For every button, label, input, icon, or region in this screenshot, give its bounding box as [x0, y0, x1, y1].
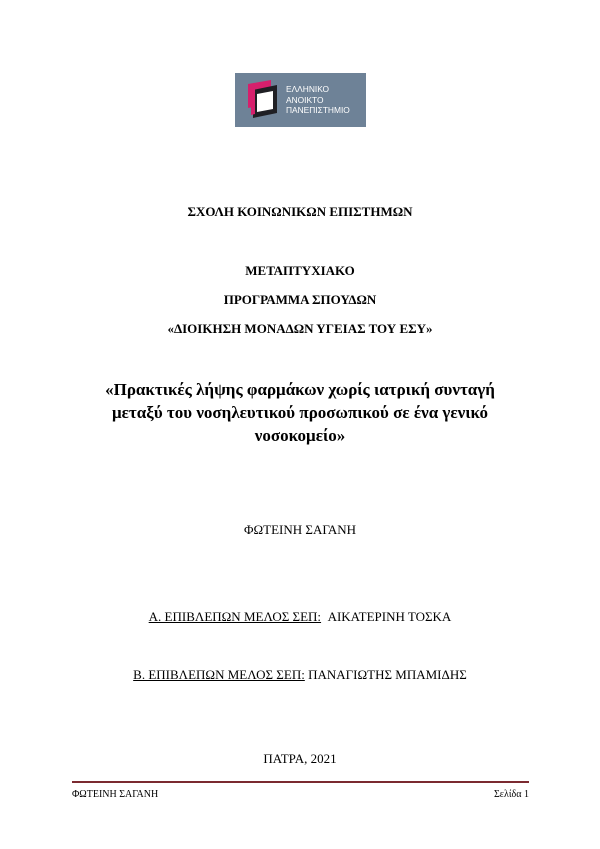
- program-line-2: ΠΡΟΓΡΑΜΜΑ ΣΠΟΥΔΩΝ: [223, 292, 377, 307]
- logo-line-3: ΠΑΝΕΠΙΣΤΗΜΙΟ: [286, 105, 350, 115]
- school-name: ΣΧΟΛΗ ΚΟΙΝΩΝΙΚΩΝ ΕΠΙΣΤΗΜΩΝ: [187, 204, 413, 219]
- supervisor-a-label: Α. ΕΠΙΒΛΕΠΩΝ ΜΕΛΟΣ ΣΕΠ:: [148, 609, 322, 624]
- supervisor-a: [0, 609, 600, 625]
- logo-line-1: ΕΛΛΗΝΙΚΟ: [286, 84, 330, 94]
- author-name: ΦΩΤΕΙΝΗ ΣΑΓΑΝΗ: [243, 522, 357, 537]
- thesis-title-line-2: μεταξύ του νοσηλευτικού προσωπικού σε ένα γενικό: [112, 403, 488, 422]
- supervisor-b-label: Β. ΕΠΙΒΛΕΠΩΝ ΜΕΛΟΣ ΣΕΠ:: [133, 667, 305, 682]
- supervisor-a-name: ΑΙΚΑΤΕΡΙΝΗ ΤΟΣΚΑ: [327, 609, 452, 624]
- supervisor-b: [0, 667, 600, 683]
- university-logo: [235, 73, 366, 127]
- footer-author: ΦΩΤΕΙΝΗ ΣΑΓΑΝΗ: [72, 789, 159, 800]
- logo-text: [286, 84, 350, 116]
- open-book-logo-icon: [247, 80, 283, 120]
- program-line-3: «ΔΙΟΙΚΗΣΗ ΜΟΝΑΔΩΝ ΥΓΕΙΑΣ ΤΟΥ ΕΣΥ»: [167, 321, 433, 336]
- footer-page-number: Σελίδα 1: [493, 789, 529, 800]
- program-line-1: ΜΕΤΑΠΤΥΧΙΑΚΟ: [245, 263, 355, 278]
- footer-rule: [72, 781, 529, 783]
- thesis-title: [0, 378, 600, 447]
- thesis-title-line-1: «Πρακτικές λήψης φαρμάκων χωρίς ιατρική συνταγή: [105, 380, 495, 399]
- place-date: ΠΑΤΡΑ, 2021: [263, 751, 337, 766]
- logo-line-2: ΑΝΟΙΚΤΟ: [286, 94, 324, 105]
- thesis-title-line-3: νοσοκομείο»: [254, 426, 346, 445]
- supervisor-b-name: ΠΑΝΑΓΙΩΤΗΣ ΜΠΑΜΙΔΗΣ: [308, 667, 467, 682]
